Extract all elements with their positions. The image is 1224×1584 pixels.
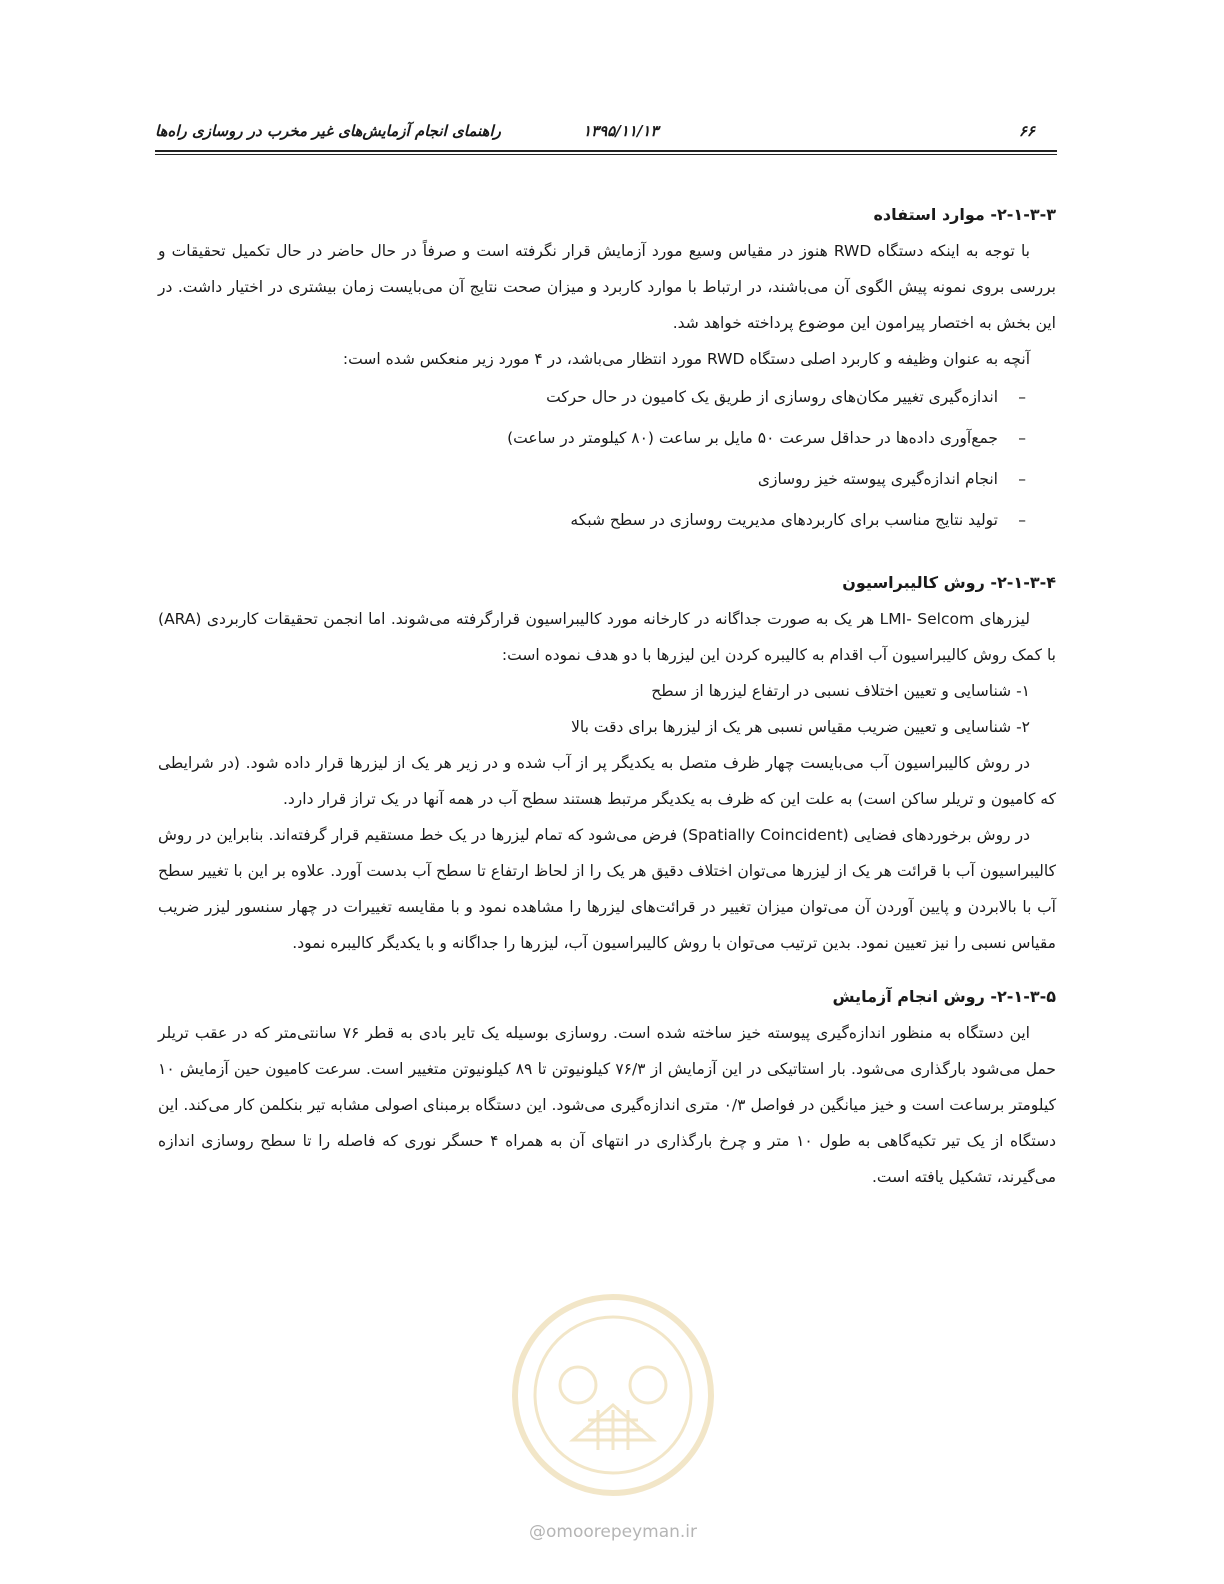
paragraph: در روش کالیبراسیون آب می‌بایست چهار ظرف متصل به یکدیگر پر از آب شده و در زیر هر یک از لیزرها قرار داده شود. (در شرایطی که کامیون و تریلر ساکن است) به علت این که ظرف به یکدیگر مرتبط هستند سطح آب در همه آنها در یک تراز قرار دارد. (158, 754, 1056, 808)
bullet-list (158, 377, 1056, 541)
header-rule-thick (155, 150, 1057, 152)
page-number: ۶۶ (1018, 122, 1035, 140)
header-title: راهنمای انجام آزمایش‌های غیر مخرب در روسازی راه‌ها (155, 122, 501, 140)
footer-site-watermark: @omoorepeyman.ir (528, 1522, 698, 1542)
numbered-item: ۱- شناسایی و تعیین اختلاف نسبی در ارتفاع لیزرها از سطح (651, 682, 1030, 700)
list-item (158, 500, 1026, 541)
dash-marker: – (1018, 388, 1026, 406)
section-heading-uses: ۲-۱-۳-۳- موارد استفاده (873, 205, 1056, 224)
numbered-item: ۲- شناسایی و تعیین ضریب مقیاس نسبی هر یک از لیزرها برای دقت بالا (571, 718, 1030, 736)
list-item-text: اندازه‌گیری تغییر مکان‌های روسازی از طریق یک کامیون در حال حرکت (546, 388, 998, 406)
paragraph: لیزرهای LMI- Selcom هر یک به صورت جداگانه در کارخانه مورد کالیبراسیون قرارگرفته می‌شوند. اما انجمن تحقیقات کاربردی (ARA) با کمک روش کالیبراسیون آب اقدام به کالیبره کردن این لیزرها با دو هدف نموده است: (158, 610, 1056, 664)
dash-marker: – (1018, 470, 1026, 488)
page-header (155, 118, 1057, 144)
list-item-text: تولید نتایج مناسب برای کاربردهای مدیریت روسازی در سطح شبکه (570, 511, 998, 529)
list-item (158, 377, 1026, 418)
list-item-text: جمع‌آوری داده‌ها در حداقل سرعت ۵۰ مایل بر ساعت (۸۰ کیلومتر در ساعت) (507, 429, 998, 447)
header-date: ۱۳۹۵/۱۱/۱۳ (583, 122, 659, 140)
header-rule-thin (155, 154, 1057, 155)
dash-marker: – (1018, 429, 1026, 447)
paragraph: این دستگاه به منظور اندازه‌گیری پیوسته خیز ساخته شده است. روسازی بوسیله یک تایر بادی به قطر ۷۶ سانتی‌متر که در عقب تریلر حمل می‌شود بارگذاری می‌شود. بار استاتیکی در این آزمایش از ۷۶/۳ کیلونیوتن تا ۸۹ کیلونیوتن متغییر است. سرعت کامیون حین آزمایش ۱۰ کیلومتر برساعت است و خیز میانگین در فواصل ۰/۳ متری اندازه‌گیری می‌شود. این دستگاه برمبنای اصولی مشابه تیر بنکلمن کار می‌کند. این دستگاه از یک تیر تکیه‌گاهی به طول ۱۰ متر و چرخ بارگذاری در انتهای آن به همراه ۴ حسگر نوری که فاصله را تا سطح روسازی اندازه می‌گیرند، تشکیل یافته است. (158, 1024, 1057, 1186)
paragraph: آنچه به عنوان وظیفه و کاربرد اصلی دستگاه RWD مورد انتظار می‌باشد، در ۴ مورد زیر منعکس شده است: (342, 350, 1030, 368)
watermark-seal (478, 1290, 748, 1500)
list-item-text: انجام اندازه‌گیری پیوسته خیز روسازی (757, 470, 998, 488)
section-heading-test-method: ۲-۱-۳-۵- روش انجام آزمایش (832, 987, 1056, 1006)
paragraph: با توجه به اینکه دستگاه RWD هنوز در مقیاس وسیع مورد آزمایش قرار نگرفته است و صرفاً در حال حاضر در حال تکمیل تحقیقات و بررسی بروی نمونه پیش الگوی آن می‌باشند، در ارتباط با موارد کاربرد و میزان صحت نتایج آن می‌بایست زمان بیشتری در اختیار داشت. در این بخش به اختصار پیرامون این موضوع پرداخته خواهد شد. (158, 242, 1056, 332)
paragraph: در روش برخوردهای فضایی (Spatially Coincident) فرض می‌شود که تمام لیزرها در یک خط مستقیم قرار گرفته‌اند. بنابراین در روش کالیبراسیون آب با قرائت هر یک از لیزرها می‌توان اختلاف دقیق هر یک را از لحاظ ارتفاع تا سطح آب بدست آورد. علاوه بر این با تغییر سطح آب با بالابردن و پایین آوردن آن می‌توان میزان تغییر در قرائت‌های لیزرها را مشاهده نمود و با مقایسه تغییرات در چهار سنسور لیزر ضریب مقیاس نسبی را نیز تعیین نمود. بدین ترتیب می‌توان با روش کالیبراسیون آب، لیزرها را جداگانه و با یکدیگر کالیبره نمود. (158, 826, 1056, 952)
list-item (158, 459, 1026, 500)
dash-marker: – (1018, 511, 1026, 529)
page-body (158, 197, 1056, 1195)
list-item (158, 418, 1026, 459)
section-heading-calibration: ۲-۱-۳-۴- روش کالیبراسیون (842, 573, 1056, 592)
